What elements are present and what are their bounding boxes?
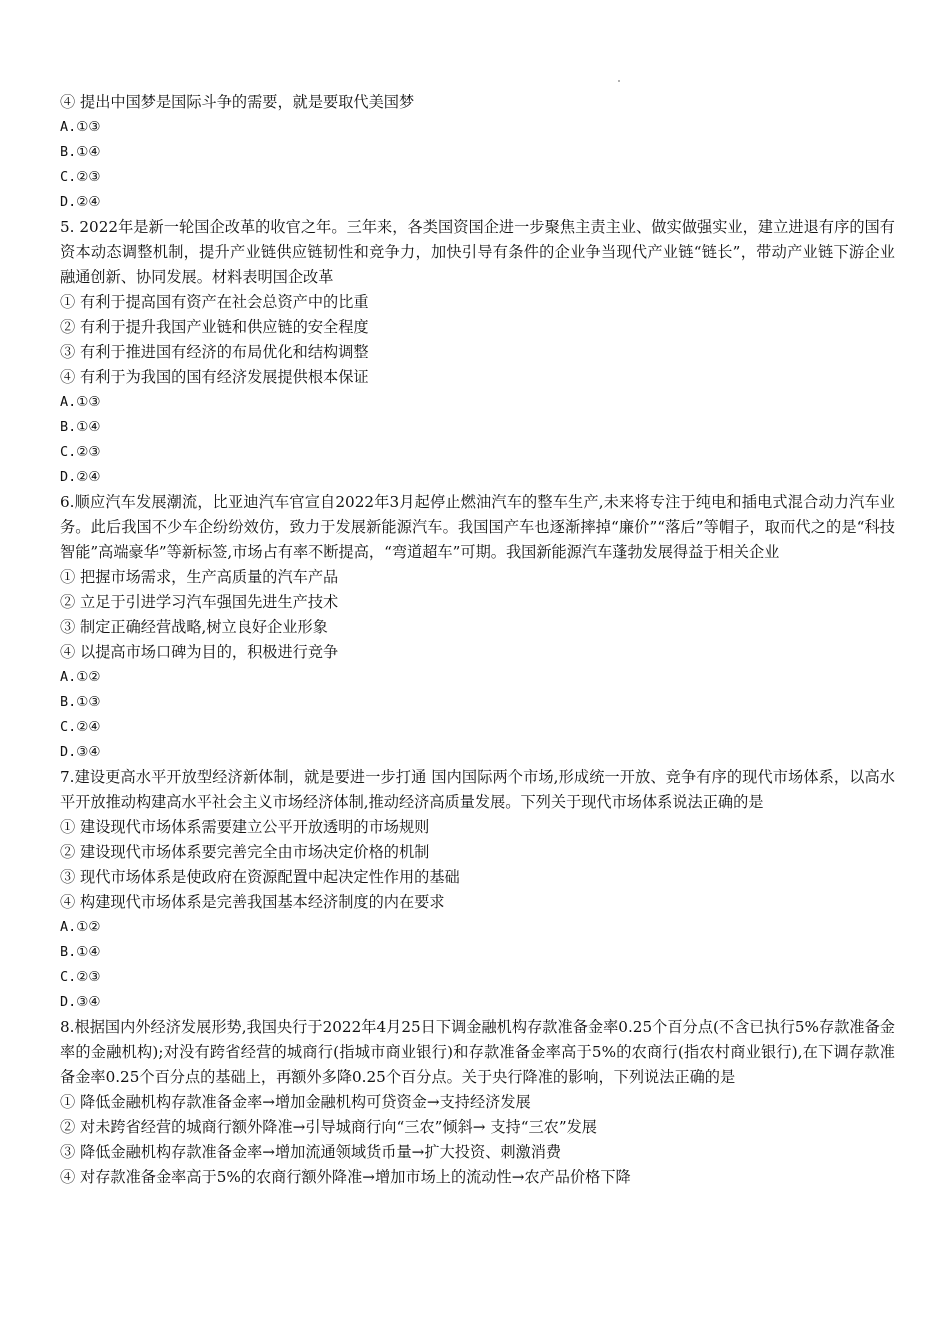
scan-speck (618, 80, 620, 82)
q8-item-4: ④ 对存款准备金率高于5%的农商行额外降准→增加市场上的流动性→农产品价格下降 (60, 1168, 631, 1186)
question-4-tail (60, 90, 895, 215)
q7-option-b: B.①④ (60, 944, 101, 960)
q8-item-2: ② 对未跨省经营的城商行额外降准→引导城商行向“三农”倾斜→ 支持“三农”发展 (60, 1118, 597, 1136)
q4-option-d: D.②④ (60, 194, 101, 210)
q5-option-a: A.①③ (60, 394, 101, 410)
q6-item-3: ③ 制定正确经营战略,树立良好企业形象 (60, 618, 328, 636)
q7-option-d: D.③④ (60, 994, 101, 1010)
exam-page (60, 90, 895, 1190)
q5-option-c: C.②③ (60, 444, 101, 460)
q7-stem: 7.建设更高水平开放型经济新体制，就是要进一步打通 国内国际两个市场,形成统一开放、竞争有序的现代市场体系，以高水平开放推动构建高水平社会主义市场经济体制,推动经济高质量发展。下列关于现代市场体系说法正确的是 (60, 768, 895, 811)
q6-item-4: ④ 以提高市场口碑为目的，积极进行竞争 (60, 643, 339, 661)
q7-option-a: A.①② (60, 919, 101, 935)
q6-option-a: A.①② (60, 669, 101, 685)
q4-option-b: B.①④ (60, 144, 101, 160)
q5-stem: 5. 2022年是新一轮国企改革的收官之年。三年来，各类国资国企进一步聚焦主责主业、做实做强实业，建立进退有序的国有资本动态调整机制，提升产业链供应链韧性和竞争力，加快引导有条件的企业争当现代产业链“链长”，带动产业链下游企业融通创新、协同发展。材料表明国企改革 (60, 218, 895, 286)
q7-item-4: ④ 构建现代市场体系是完善我国基本经济制度的内在要求 (60, 893, 445, 911)
q5-option-d: D.②④ (60, 469, 101, 485)
q5-option-b: B.①④ (60, 419, 101, 435)
question-7 (60, 765, 895, 1015)
q6-item-2: ② 立足于引进学习汽车强国先进生产技术 (60, 593, 339, 611)
q6-stem: 6.顺应汽车发展潮流，比亚迪汽车官宣自2022年3月起停止燃油汽车的整车生产,未来将专注于纯电和插电式混合动力汽车业务。此后我国不少车企纷纷效仿，致力于发展新能源汽车。我国国产车也逐渐摔掉“廉价”“落后”等帽子，取而代之的是“科技智能”高端豪华”等新标签,市场占有率不断提高，“弯道超车”可期。我国新能源汽车蓬勃发展得益于相关企业 (60, 493, 895, 561)
q7-item-2: ② 建设现代市场体系要完善完全由市场决定价格的机制 (60, 843, 430, 861)
q5-item-2: ② 有利于提升我国产业链和供应链的安全程度 (60, 318, 369, 336)
q7-item-3: ③ 现代市场体系是使政府在资源配置中起决定性作用的基础 (60, 868, 460, 886)
q4-option-a: A.①③ (60, 119, 101, 135)
q4-option-c: C.②③ (60, 169, 101, 185)
q6-option-c: C.②④ (60, 719, 101, 735)
question-5 (60, 215, 895, 490)
q5-item-3: ③ 有利于推进国有经济的布局优化和结构调整 (60, 343, 369, 361)
q7-item-1: ① 建设现代市场体系需要建立公平开放透明的市场规则 (60, 818, 430, 836)
q5-item-1: ① 有利于提高国有资产在社会总资产中的比重 (60, 293, 369, 311)
q6-option-d: D.③④ (60, 744, 101, 760)
q4-item-4: ④ 提出中国梦是国际斗争的需要，就是要取代美国梦 (60, 93, 415, 111)
q6-option-b: B.①③ (60, 694, 101, 710)
question-8 (60, 1015, 895, 1190)
q5-item-4: ④ 有利于为我国的国有经济发展提供根本保证 (60, 368, 369, 386)
q8-stem: 8.根据国内外经济发展形势,我国央行于2022年4月25日下调金融机构存款准备金率0.25个百分点(不含已执行5%存款准备金率的金融机构);对没有跨省经营的城商行(指城市商业银行)和存款准备金率高于5%的农商行(指农村商业银行),在下调存款准备金率0.25个百分点的基础上，再额外多降0.25个百分点。关于央行降准的影响，下列说法正确的是 (60, 1018, 895, 1086)
q8-item-1: ① 降低金融机构存款准备金率→增加金融机构可贷资金→支持经济发展 (60, 1093, 531, 1111)
q7-option-c: C.②③ (60, 969, 101, 985)
question-6 (60, 490, 895, 765)
q8-item-3: ③ 降低金融机构存款准备金率→增加流通领域货币量→扩大投资、刺激消费 (60, 1143, 562, 1161)
q6-item-1: ① 把握市场需求，生产高质量的汽车产品 (60, 568, 339, 586)
